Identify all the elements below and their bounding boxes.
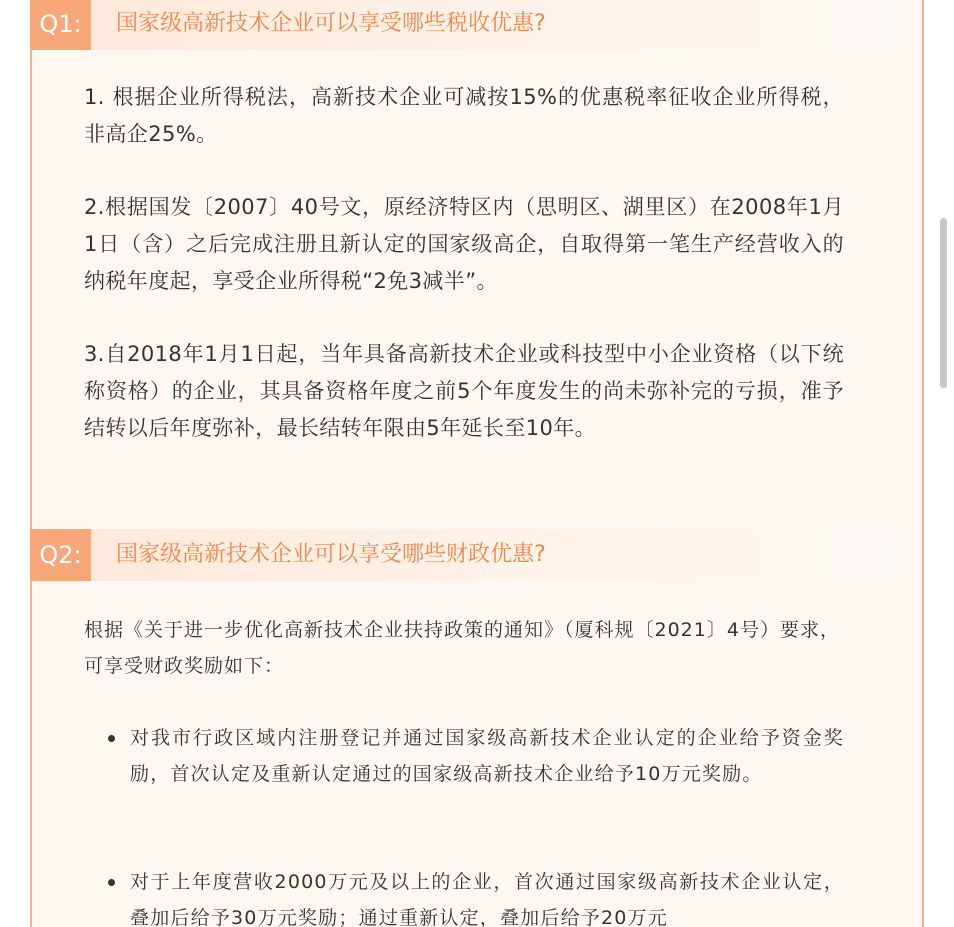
q2-badge: Q2: <box>30 529 91 581</box>
q1-paragraph-2: 2.根据国发〔2007〕40号文，原经济特区内（思明区、湖里区）在2008年1月1日（含）之后完成注册且新认定的国家级高企，自取得第一笔生产经营收入的纳税年度起，享受企业所得税“2免3减半”。 <box>84 195 844 293</box>
q1-badge: Q1: <box>30 0 91 50</box>
q1-title: 国家级高新技术企业可以享受哪些税收优惠? <box>116 11 546 36</box>
q2-title: 国家级高新技术企业可以享受哪些财政优惠? <box>116 542 546 567</box>
q2-header <box>30 529 896 581</box>
scrollbar-thumb[interactable] <box>940 218 947 388</box>
q2-bullet-1: 对我市行政区域内注册登记并通过国家级高新技术企业认定的企业给予资金奖励，首次认定及重新认定通过的国家级高新技术企业给予10万元奖励。 <box>130 727 844 785</box>
q1-paragraph-1: 1. 根据企业所得税法，高新技术企业可减按15%的优惠税率征收企业所得税，非高企25%。 <box>84 85 844 146</box>
bullet-dot-icon <box>108 879 115 886</box>
q2-bullet-2: 对于上年度营收2000万元及以上的企业，首次通过国家级高新技术企业认定，叠加后给予30万元奖励；通过重新认定，叠加后给予20万元 <box>130 871 844 927</box>
q2-intro: 根据《关于进一步优化高新技术企业扶持政策的通知》（厦科规〔2021〕4号）要求，可享受财政奖励如下： <box>84 619 840 677</box>
q1-paragraph-3: 3.自2018年1月1日起，当年具备高新技术企业或科技型中小企业资格（以下统称资格）的企业，其具备资格年度之前5个年度发生的尚未弥补完的亏损，准予结转以后年度弥补，最长结转年限由5年延长至10年。 <box>84 342 844 440</box>
q1-header <box>30 0 896 50</box>
bullet-dot-icon <box>108 735 115 742</box>
